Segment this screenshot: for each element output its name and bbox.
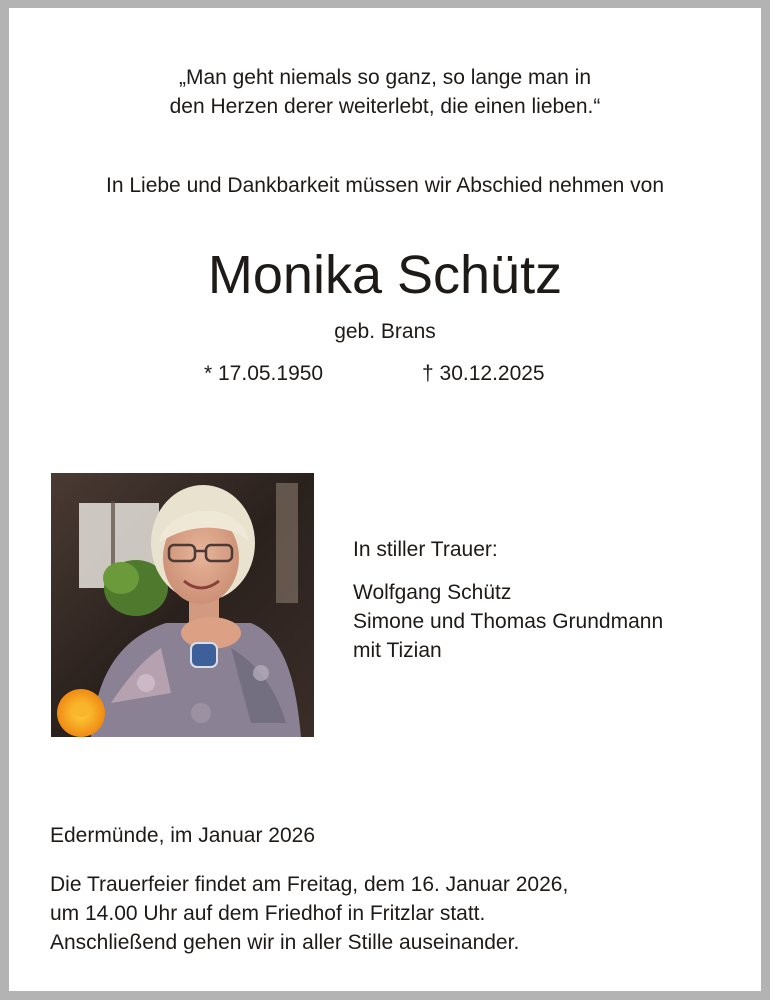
obituary-notice — [9, 8, 761, 991]
deceased-name: Monika Schütz — [207, 245, 563, 305]
ceremony-line-2: um 14.00 Uhr auf dem Friedhof in Fritzlar statt. — [50, 902, 486, 925]
maiden-name: geb. Brans — [334, 320, 436, 343]
place-and-date: Edermünde, im Januar 2026 — [50, 824, 315, 847]
mourner-name: Simone und Thomas Grundmann — [353, 610, 664, 633]
memorial-quote — [9, 63, 761, 121]
ceremony-line-1: Die Trauerfeier findet am Freitag, dem 16. Januar 2026, — [50, 873, 569, 896]
quote-line-1: „Man geht niemals so ganz, so lange man in — [178, 66, 592, 89]
portrait-photo — [51, 473, 314, 737]
ceremony-details — [50, 870, 568, 957]
quote-line-2: den Herzen derer weiterlebt, die einen lieben.“ — [169, 95, 601, 118]
death-date: † 30.12.2025 — [422, 362, 545, 385]
mourners-heading: In stiller Trauer: — [353, 538, 498, 561]
mourner-name: Wolfgang Schütz — [353, 581, 512, 604]
mourners-block — [353, 535, 663, 665]
ceremony-line-3: Anschließend gehen wir in aller Stille auseinander. — [50, 931, 520, 954]
mourner-name: mit Tizian — [353, 639, 442, 662]
birth-date: * 17.05.1950 — [204, 362, 324, 385]
portrait-illustration — [51, 473, 314, 737]
farewell-intro: In Liebe und Dankbarkeit müssen wir Abschied nehmen von — [106, 174, 664, 197]
